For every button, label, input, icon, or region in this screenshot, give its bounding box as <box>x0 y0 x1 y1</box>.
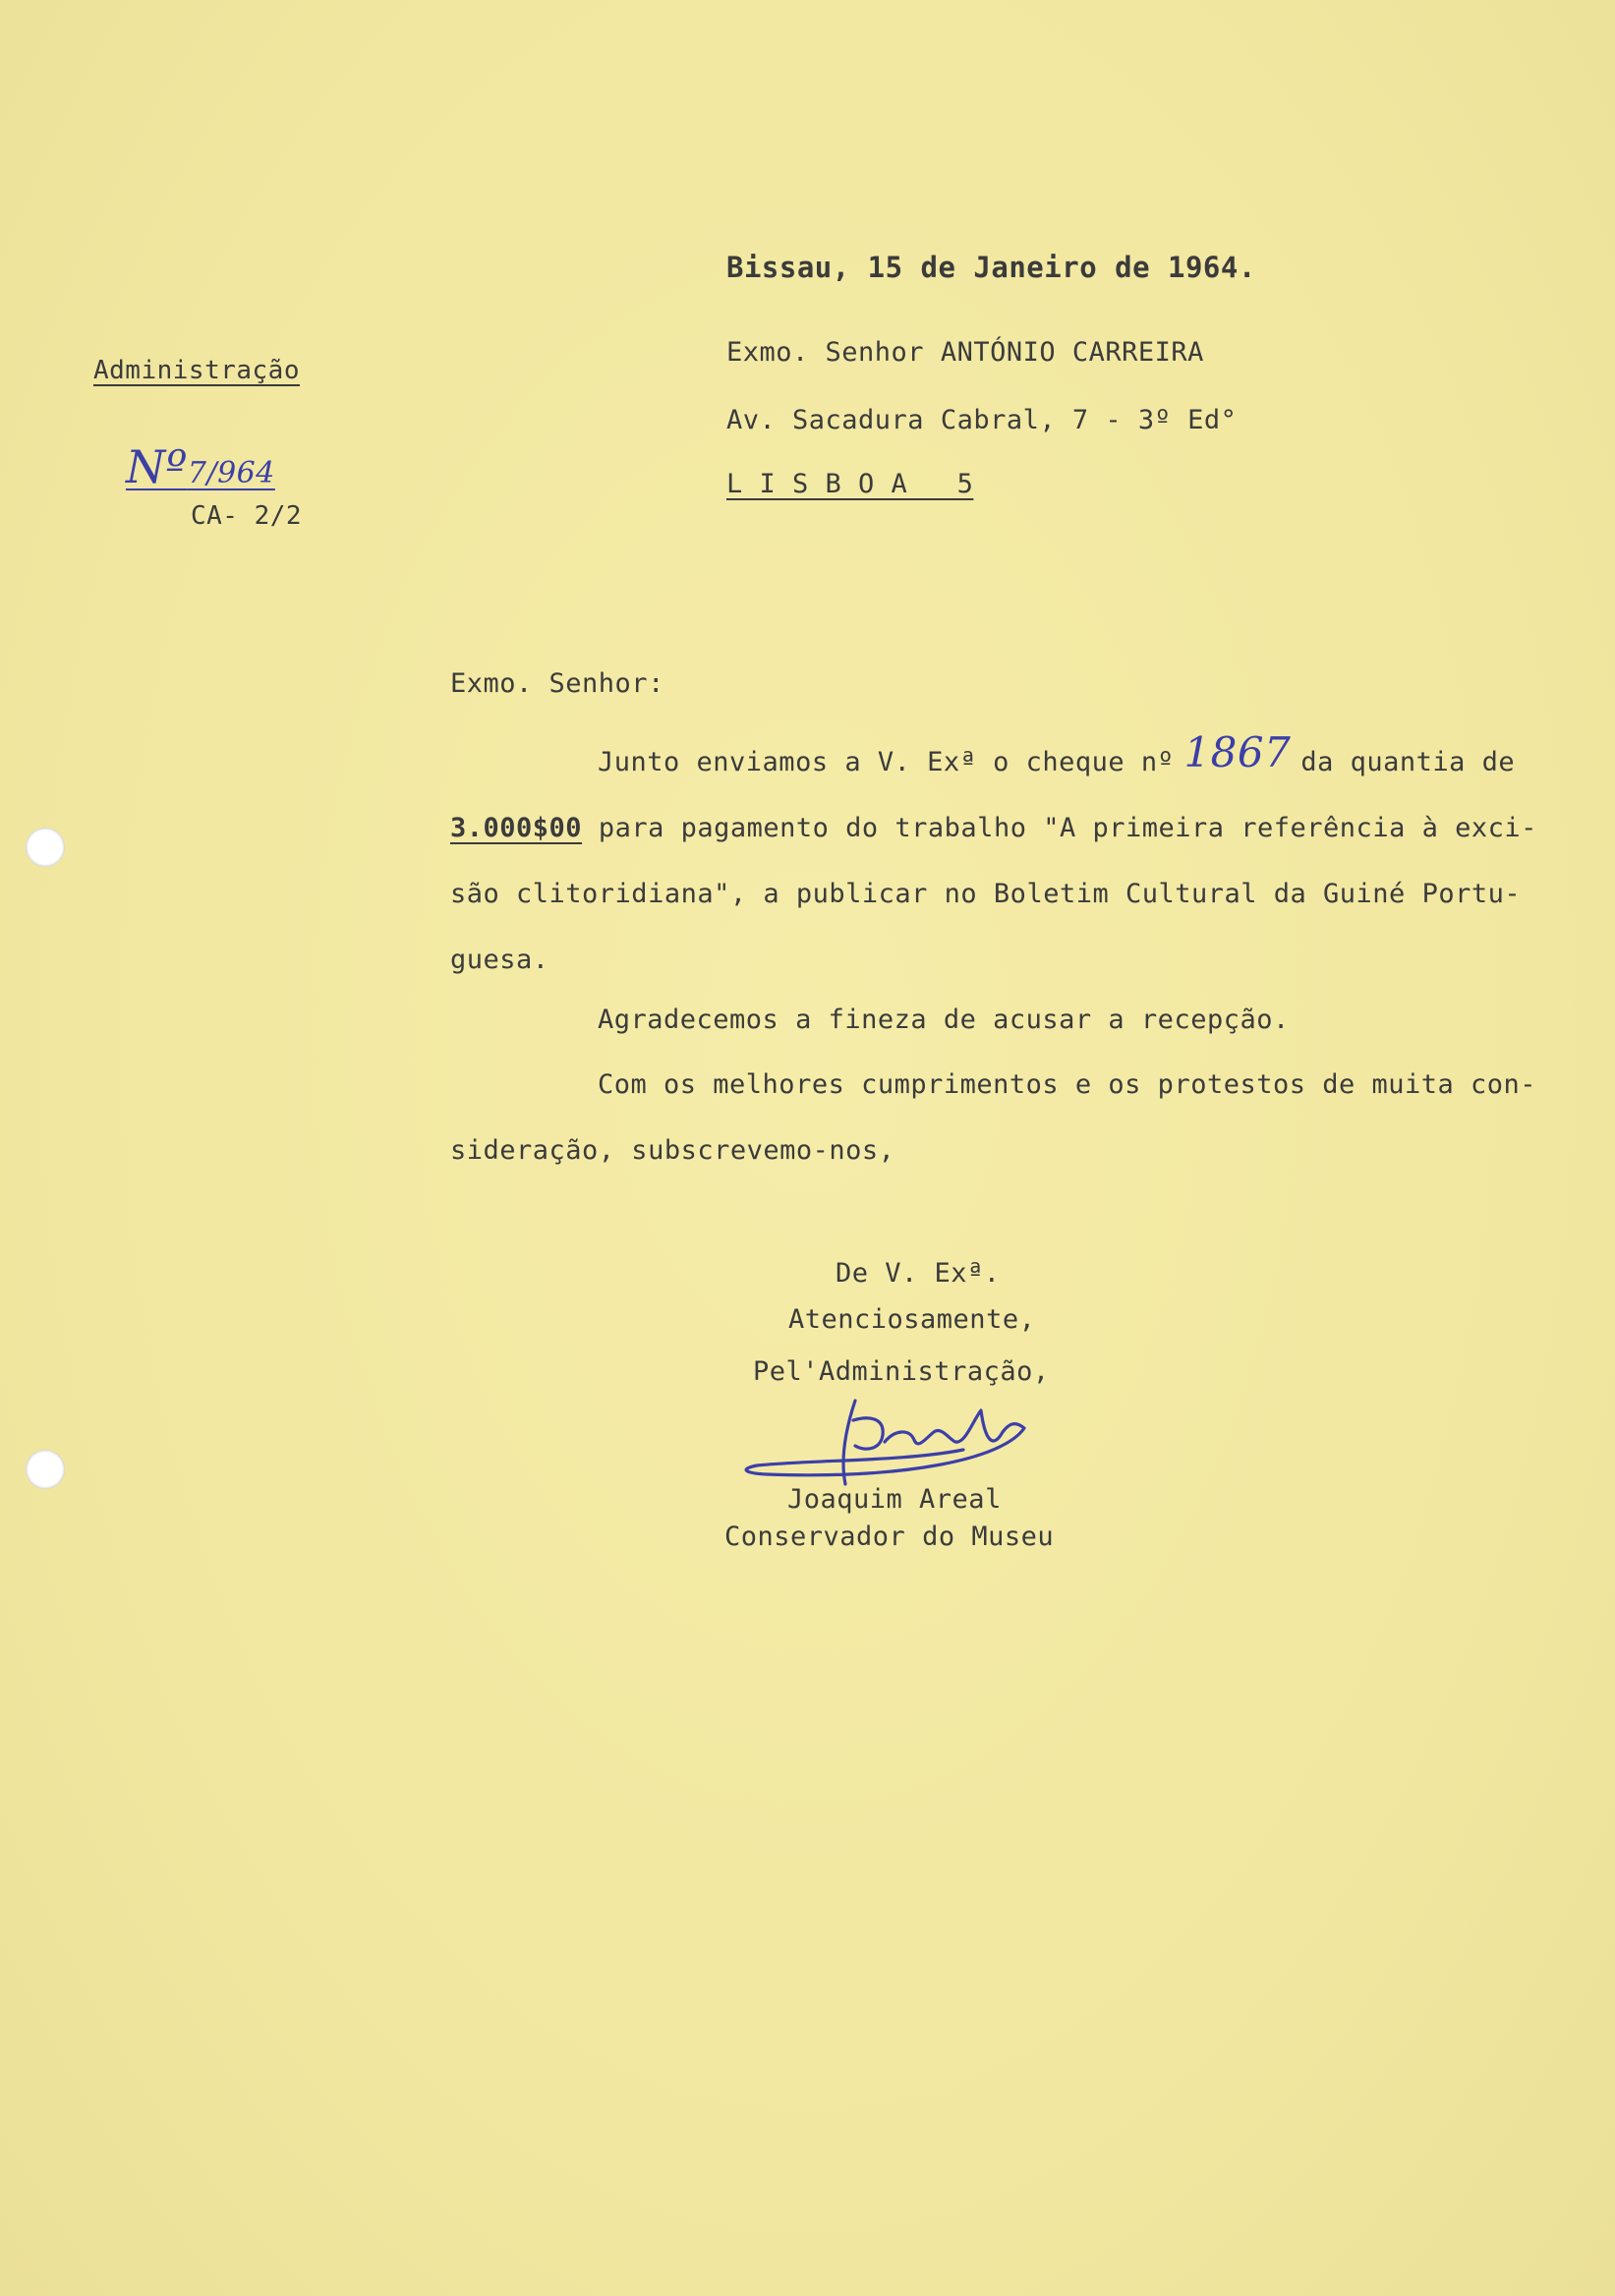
amount: 3.000$00 <box>450 813 583 843</box>
closing-line-2: Atenciosamente, <box>788 1304 1036 1335</box>
paragraph-3 <box>450 1052 1541 1183</box>
closing-line-3: Pel'Administração, <box>753 1356 1050 1387</box>
punch-hole-top <box>26 828 65 867</box>
paragraph-1 <box>450 723 1541 993</box>
paragraph-1-line-2: 3.000$00 para pagamento do trabalho "A primeira referência à exci- <box>450 813 1537 843</box>
recipient-address: Av. Sacadura Cabral, 7 - 3º Ed° <box>726 405 1238 435</box>
punch-hole-bottom <box>26 1450 65 1489</box>
paragraph-1-line-4: guesa. <box>450 945 549 975</box>
reference-number-prefix: Nº <box>126 440 188 493</box>
signature <box>708 1381 1062 1499</box>
paragraph-1-line-3: são clitoridiana", a publicar no Boletim Cultural da Guiné Portu- <box>450 879 1522 909</box>
closing-line-1: De V. Exª. <box>836 1258 1001 1289</box>
place-date: Bissau, 15 de Janeiro de 1964. <box>726 251 1256 284</box>
signatory-name: Joaquim Areal <box>787 1484 1002 1515</box>
paragraph-3-line-2: sideração, subscrevemo-nos, <box>450 1135 895 1166</box>
department-label: Administração <box>93 356 300 385</box>
reference-number-value: 7/964 <box>187 456 275 490</box>
paragraph-3-line-1: Com os melhores cumprimentos e os protestos de muita con- <box>598 1069 1537 1100</box>
signatory-title: Conservador do Museu <box>724 1521 1055 1552</box>
reference-number <box>126 440 275 499</box>
recipient-city: L I S B O A 5 <box>726 469 974 499</box>
cheque-number: 1867 <box>1183 728 1292 776</box>
paragraph-1-line-1: Junto enviamos a V. Exª o cheque nº 1867 da quantia de <box>598 728 1516 777</box>
salutation: Exmo. Senhor: <box>450 668 664 699</box>
recipient-name: Exmo. Senhor ANTÓNIO CARREIRA <box>726 337 1204 368</box>
reference-code: CA- 2/2 <box>191 501 303 531</box>
paragraph-2: Agradecemos a fineza de acusar a recepção. <box>598 1004 1290 1035</box>
